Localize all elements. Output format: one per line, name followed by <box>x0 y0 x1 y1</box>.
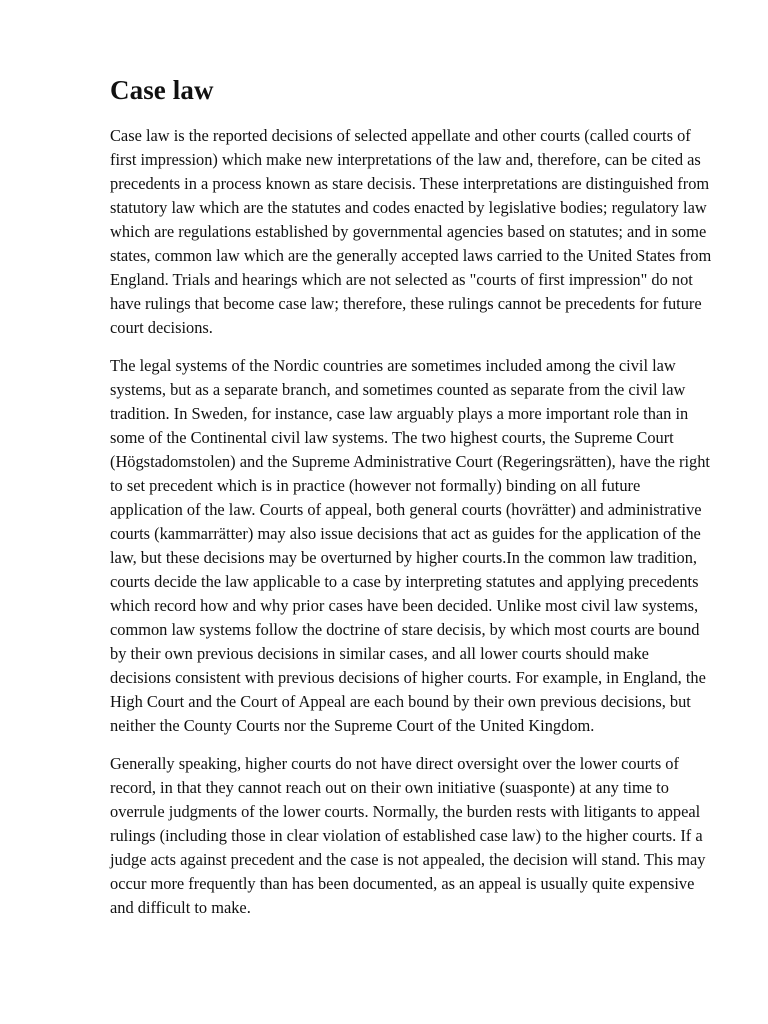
paragraph-1: Case law is the reported decisions of selected appellate and other courts (called courts of first impression) which make new interpretations of the law and, therefore, can be cited as precedents in a process known as stare decisis. These interpretations are distinguished from statutory law which are the statutes and codes enacted by legislative bodies; regulatory law which are regulations established by governmental agencies based on statutes; and in some states, common law which are the generally accepted laws carried to the United States from England. Trials and hearings which are not selected as "courts of first impression" do not have rulings that become case law; therefore, these rulings cannot be precedents for future court decisions. <box>110 126 712 337</box>
article-body <box>110 72 714 934</box>
paragraph-3: Generally speaking, higher courts do not have direct oversight over the lower courts of record, in that they cannot reach out on their own initiative (suasponte) at any time to overrule judgments of the lower courts. Normally, the burden rests with litigants to appeal rulings (including those in clear violation of established case law) to the higher courts. If a judge acts against precedent and the case is not appealed, the decision will stand. This may occur more frequently than has been documented, as an appeal is usually quite expensive and difficult to make. <box>110 754 706 917</box>
paragraph-2: The legal systems of the Nordic countries are sometimes included among the civil law systems, but as a separate branch, and sometimes counted as separate from the civil law tradition. In Sweden, for instance, case law arguably plays a more important role than in some of the Continental civil law systems. The two highest courts, the Supreme Court (Högstadomstolen) and the Supreme Administrative Court (Regeringsrätten), have the right to set precedent which is in practice (however not formally) binding on all future application of the law. Courts of appeal, both general courts (hovrätter) and administrative courts (kammarrätter) may also issue decisions that act as guides for the application of the law, but these decisions may be overturned by higher courts.In the common law tradition, courts decide the law applicable to a case by interpreting statutes and applying precedents which record how and why prior cases have been decided. Unlike most civil law systems, common law systems follow the doctrine of stare decisis, by which most courts are bound by their own previous decisions in similar cases, and all lower courts should make decisions consistent with previous decisions of higher courts. For example, in England, the High Court and the Court of Appeal are each bound by their own previous decisions, but neither the County Courts nor the Supreme Court of the United Kingdom. <box>110 356 710 735</box>
page-title: Case law <box>110 75 214 105</box>
